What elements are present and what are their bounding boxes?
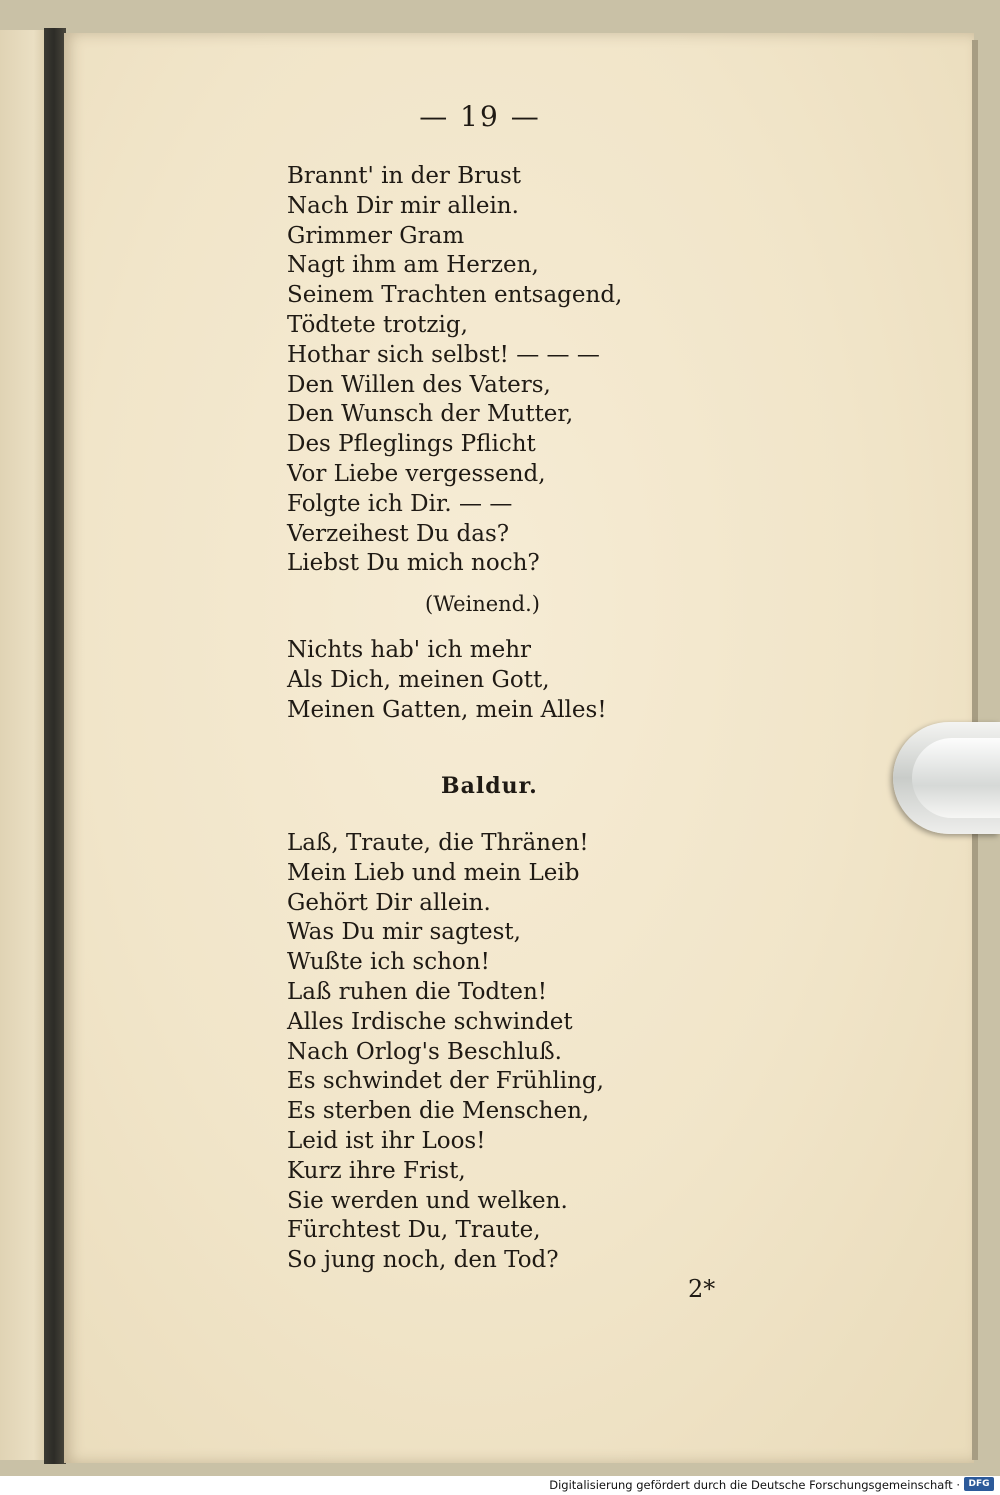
left-page-edge — [0, 30, 48, 1460]
verse-line: Vor Liebe vergessend, — [287, 460, 546, 487]
stage-direction: (Weinend.) — [425, 592, 540, 616]
signature-mark: 2* — [688, 1275, 716, 1303]
verse-line: Den Willen des Vaters, — [287, 371, 551, 398]
page-number: — 19 — — [419, 100, 541, 133]
verse-line: Laß, Traute, die Thränen! — [287, 830, 589, 856]
verse-line: Nach Dir mir allein. — [287, 192, 519, 219]
verse-line: Liebst Du mich noch? — [287, 550, 540, 577]
verse-line: Es sterben die Menschen, — [287, 1098, 590, 1125]
verse-line: Hothar sich selbst! — — — — [287, 341, 600, 368]
verse-block-1 — [287, 162, 622, 579]
verse-line: Alles Irdische schwindet — [287, 1008, 573, 1035]
verse-line: Den Wunsch der Mutter, — [287, 401, 574, 428]
verse-line: Meinen Gatten, mein Alles! — [287, 696, 607, 723]
verse-line: Nach Orlog's Beschluß. — [287, 1038, 562, 1065]
verse-line: Gehört Dir allein. — [287, 889, 491, 916]
verse-line: Folgte ich Dir. — — — [287, 490, 513, 517]
speaker-name: Baldur. — [441, 773, 538, 799]
book-spine — [44, 28, 66, 1464]
verse-line: Brannt' in der Brust — [287, 163, 521, 189]
page-clip-highlight — [912, 738, 1000, 818]
verse-line: Als Dich, meinen Gott, — [287, 666, 550, 693]
verse-line: Leid ist ihr Loos! — [287, 1127, 486, 1154]
verse-line: Laß ruhen die Todten! — [287, 978, 548, 1005]
verse-line: Des Pfleglings Pflicht — [287, 431, 536, 458]
verse-line: Was Du mir sagtest, — [287, 919, 521, 946]
verse-block-3 — [287, 829, 604, 1276]
verse-line: Fürchtest Du, Traute, — [287, 1217, 541, 1244]
dfg-logo: DFG — [964, 1477, 994, 1491]
verse-line: So jung noch, den Tod? — [287, 1247, 559, 1274]
footer-credit: Digitalisierung gefördert durch die Deutsche Forschungsgemeinschaft · — [549, 1478, 960, 1492]
verse-line: Grimmer Gram — [287, 222, 465, 249]
verse-line: Sie werden und welken. — [287, 1187, 568, 1214]
verse-line: Kurz ihre Frist, — [287, 1157, 466, 1184]
verse-line: Es schwindet der Frühling, — [287, 1068, 604, 1095]
verse-line: Mein Lieb und mein Leib — [287, 859, 580, 886]
verse-line: Seinem Trachten entsagend, — [287, 282, 623, 309]
verse-line: Nagt ihm am Herzen, — [287, 252, 539, 279]
verse-line: Wußte ich schon! — [287, 949, 490, 976]
verse-line: Nichts hab' ich mehr — [287, 637, 532, 663]
verse-line: Verzeihest Du das? — [287, 520, 510, 547]
verse-line: Tödtete trotzig, — [287, 311, 468, 338]
verse-block-2 — [287, 636, 607, 725]
